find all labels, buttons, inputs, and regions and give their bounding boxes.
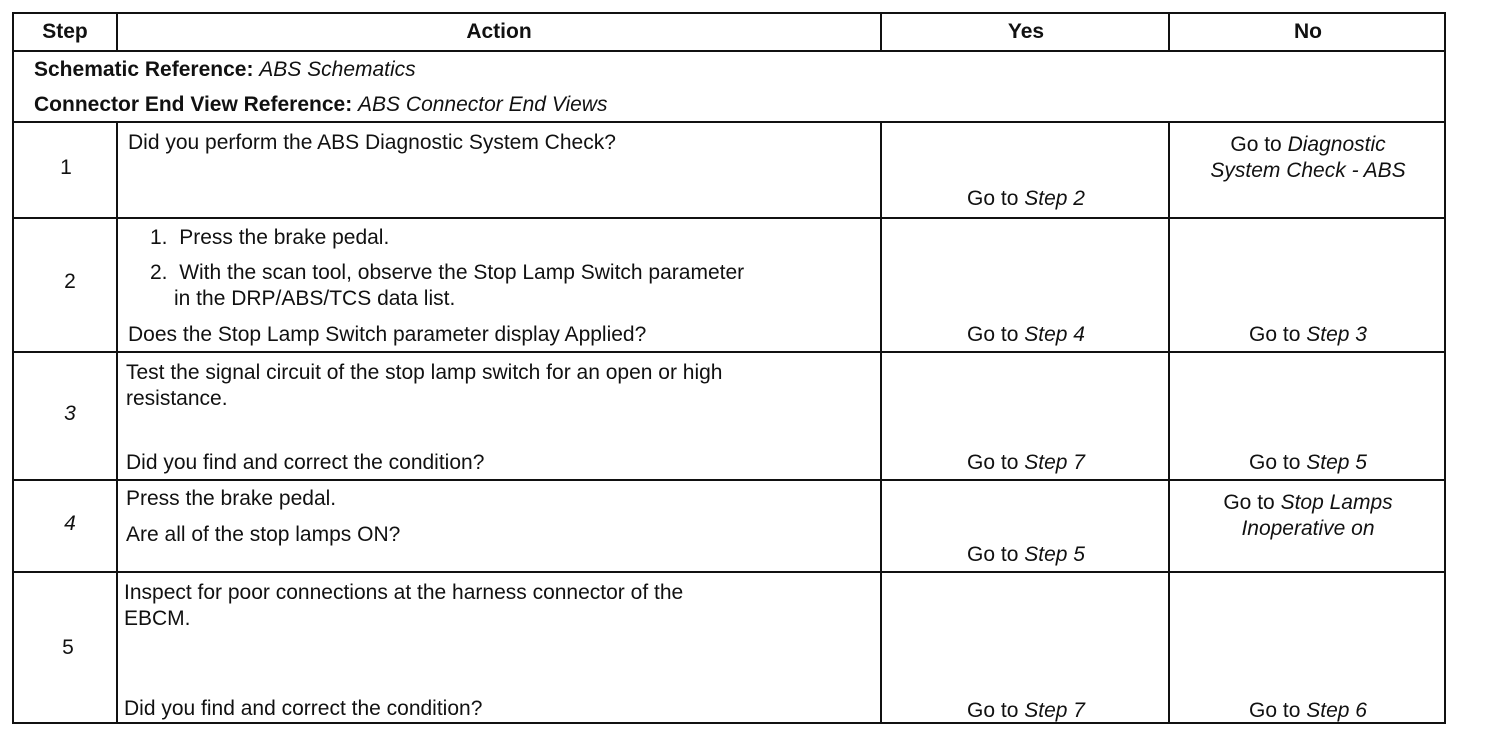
yes-cell[interactable]	[882, 322, 1170, 348]
divider	[14, 121, 1444, 123]
yes-cell[interactable]	[882, 698, 1170, 724]
step-number: 2	[64, 270, 76, 293]
question-text: Does the Stop Lamp Switch parameter display Applied?	[128, 323, 647, 346]
yes-cell[interactable]	[882, 542, 1170, 568]
list-item-text: Press the brake pedal.	[179, 226, 390, 249]
question-text: Did you find and correct the condition?	[124, 697, 483, 720]
go-to-label: Go to	[1249, 451, 1301, 474]
header-no: No	[1294, 20, 1322, 43]
no-cell[interactable]	[1172, 450, 1444, 476]
no-target[interactable]: Step 6	[1306, 699, 1367, 722]
no-target[interactable]: Step 5	[1306, 451, 1367, 474]
list-item	[150, 260, 744, 286]
go-to-label: Go to	[967, 543, 1019, 566]
go-to-label: Go to	[967, 699, 1019, 722]
list-item-number: 2.	[150, 261, 168, 284]
no-target-line2[interactable]: System Check - ABS	[1210, 159, 1406, 182]
connector-reference-label: Connector End View Reference:	[34, 93, 353, 116]
yes-target[interactable]: Step 7	[1024, 451, 1085, 474]
list-item	[150, 225, 389, 251]
divider	[1168, 14, 1170, 52]
table-header	[14, 14, 1444, 52]
go-to-label: Go to	[1223, 491, 1275, 514]
header-action: Action	[466, 20, 532, 43]
go-to-label: Go to	[1230, 133, 1282, 156]
schematic-reference	[34, 58, 416, 82]
header-step: Step	[42, 20, 88, 43]
divider	[880, 14, 882, 52]
list-item-text: With the scan tool, observe the Stop Lamp Switch parameter	[179, 261, 745, 284]
yes-target[interactable]: Step 2	[1024, 187, 1085, 210]
go-to-label: Go to	[1249, 699, 1301, 722]
schematic-reference-label: Schematic Reference:	[34, 58, 254, 81]
divider	[14, 217, 1444, 219]
divider	[14, 571, 1444, 573]
header-yes: Yes	[1007, 20, 1045, 43]
go-to-label: Go to	[967, 323, 1019, 346]
no-target[interactable]: Step 3	[1306, 323, 1367, 346]
action-text: Test the signal circuit of the stop lamp switch for an open or high	[126, 361, 723, 384]
action-text: Did you perform the ABS Diagnostic System Check?	[128, 131, 616, 154]
list-item-continuation: in the DRP/ABS/TCS data list.	[174, 287, 456, 310]
go-to-label: Go to	[967, 451, 1019, 474]
action-text: Press the brake pedal.	[126, 487, 337, 510]
action-text: Inspect for poor connections at the harness connector of the	[124, 581, 684, 604]
yes-target[interactable]: Step 4	[1024, 323, 1085, 346]
connector-reference-value[interactable]: ABS Connector End Views	[358, 93, 608, 116]
question-text: Are all of the stop lamps ON?	[126, 523, 401, 546]
diagnostic-table	[12, 12, 1446, 724]
step-number: 3	[64, 402, 76, 425]
yes-target[interactable]: Step 5	[1024, 543, 1085, 566]
yes-cell[interactable]	[882, 186, 1170, 212]
question-text: Did you find and correct the condition?	[126, 451, 485, 474]
no-target[interactable]: Stop Lamps	[1280, 491, 1393, 514]
divider	[14, 479, 1444, 481]
yes-cell[interactable]	[882, 450, 1170, 476]
no-cell[interactable]	[1172, 322, 1444, 348]
go-to-label: Go to	[1249, 323, 1301, 346]
action-text-line2: resistance.	[126, 387, 228, 410]
step-number: 5	[62, 636, 74, 659]
yes-target[interactable]: Step 7	[1024, 699, 1085, 722]
no-cell[interactable]	[1172, 490, 1444, 542]
no-cell[interactable]	[1172, 698, 1444, 724]
no-target-line2[interactable]: Inoperative on	[1241, 517, 1375, 540]
action-text-line2: EBCM.	[124, 607, 191, 630]
no-cell[interactable]	[1172, 132, 1444, 184]
connector-reference	[34, 93, 607, 117]
go-to-label: Go to	[967, 187, 1019, 210]
list-item-number: 1.	[150, 226, 168, 249]
step-number: 4	[64, 512, 76, 535]
no-target[interactable]: Diagnostic	[1287, 133, 1386, 156]
divider	[14, 351, 1444, 353]
step-number: 1	[60, 156, 72, 179]
schematic-reference-value[interactable]: ABS Schematics	[259, 58, 416, 81]
divider	[116, 14, 118, 52]
